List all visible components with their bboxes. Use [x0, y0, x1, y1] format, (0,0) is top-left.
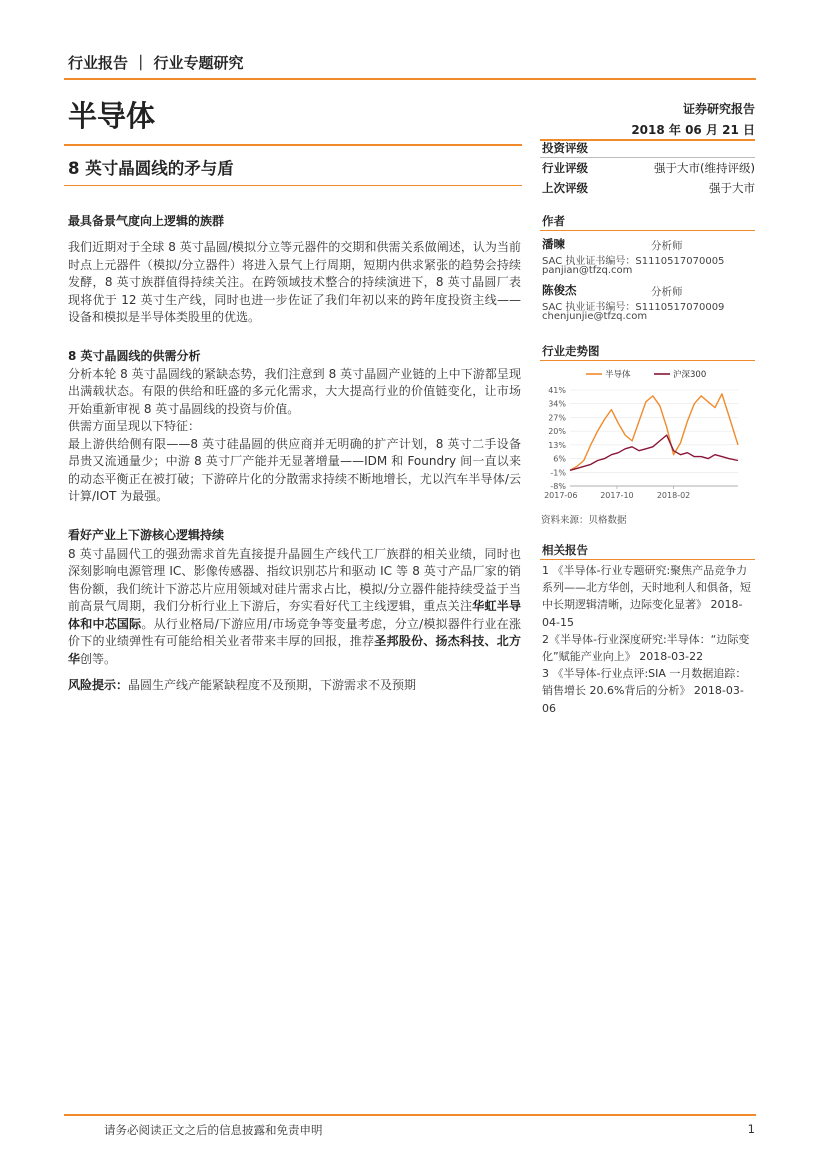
section-heading: 看好产业上下游核心逻辑持续 [68, 527, 225, 542]
risk-text: 晶圆生产线产能紧缺程度不及预期，下游需求不及预期 [128, 678, 417, 692]
section-paragraph: 供需方面呈现以下特征： [68, 419, 201, 433]
author-role: 分析师 [651, 240, 683, 252]
section-paragraph [68, 546, 521, 669]
report-date: 2018 年 06 月 21 日 [631, 123, 755, 137]
main-content [68, 212, 521, 695]
chart-ytick-label: -8% [550, 482, 566, 491]
rating-title: 投资评级 [542, 141, 588, 155]
report-category: 行业报告 ｜ 行业专题研究 [68, 54, 244, 72]
risk-label: 风险提示： [68, 678, 129, 692]
section-paragraph: 分析本轮 8 英寸晶圆线的紧缺态势，我们注意到 8 英寸晶圆产业链的上中下游都呈现出满载状态。有限的供给和旺盛的多元化需求，大大提高行业的价值链变化，让市场开始重新审视 8 英寸晶圆线的投资与价值。 [68, 366, 521, 416]
chart-ytick-label: 13% [548, 440, 566, 450]
section-heading: 最具备景气度向上逻辑的族群 [68, 214, 225, 228]
chart-legend-label: 沪深300 [673, 370, 707, 380]
chart-legend-label: 半导体 [605, 370, 631, 380]
authors-rule [540, 230, 755, 231]
para-text: 8 英寸晶圆代工的强劲需求首先直接提升晶圆生产线代工厂族群的相关业绩，同时也深刻影响电源管理 IC、影像传感器、指纹识别芯片和驱动 IC 等 8 英寸产品厂家的销售份额，我们统计下游芯片应用领域对硅片需求占比，模拟/分立器件能持续受益于当前高景气周期，我们分析行业上下游后，夯实看好代工主线逻辑，重点关注 [68, 546, 521, 613]
prev-rating-value: 强于大市 [709, 181, 755, 195]
title-top-rule [64, 144, 522, 146]
chart-xtick-label: 2018-02 [656, 491, 691, 500]
chart-xtick-label: 2017-10 [600, 491, 634, 500]
title-bottom-rule [64, 185, 522, 186]
para-text: 创等。 [80, 651, 117, 666]
author-cert: SAC 执业证书编号：S1110517070005 [542, 256, 725, 267]
author-email[interactable]: chenjunjie@tfzq.com [542, 311, 648, 322]
rating-rule [540, 157, 755, 158]
chart-xtick-label: 2017-06 [544, 491, 578, 500]
related-list [542, 562, 755, 717]
chart-source: 资料来源：贝格数据 [541, 515, 627, 526]
chart-ytick-label: 6% [553, 454, 566, 464]
report-title: 8 英寸晶圆线的矛与盾 [68, 159, 234, 178]
author-name: 陈俊杰 [542, 283, 577, 297]
industry-title: 半导体 [68, 99, 156, 133]
header-divider [64, 78, 756, 80]
para-bold: 华虹半导体和中芯国际 [68, 599, 521, 631]
chart-ytick-label: 34% [548, 399, 566, 409]
chart-ytick-label: 20% [548, 427, 566, 437]
authors-title: 作者 [542, 214, 565, 228]
related-report-link[interactable]: 1 《半导体-行业专题研究:聚焦产品竞争力系列——北方华创，天时地利人和俱备，短中长期逻辑清晰，边际变化显著》 2018-04-15 [542, 564, 751, 629]
report-type: 证券研究报告 [682, 102, 755, 116]
prev-rating-label: 上次评级 [542, 181, 588, 195]
chart-ytick-label: 41% [548, 386, 566, 395]
author-role: 分析师 [651, 286, 683, 298]
industry-rating-label: 行业评级 [542, 161, 588, 175]
page-number: 1 [747, 1122, 755, 1136]
section-paragraph: 我们近期对于全球 8 英寸晶圆/模拟分立等元器件的交期和供需关系做阐述，认为当前时点上元器件（模拟/分立器件）将进入景气上行周期，短期内供求紧张的趋势会持续发酵，8 英寸族群值得持续关注。在跨领域技术整合的持续演进下，8 英寸晶圆厂表现将优于 12 英寸生产线，同时也进一步佐证了我们年初以来的跨年度投资主线——设备和模拟是半导体类股里的优选。 [68, 240, 521, 324]
related-rule [540, 559, 755, 560]
industry-trend-chart [538, 364, 756, 504]
section-heading: 8 英寸晶圆线的供需分析 [68, 348, 201, 363]
related-report-link[interactable]: 3 《半导体-行业点评:SIA 一月数据追踪：销售增长 20.6%背后的分析》 2018-03-06 [542, 667, 747, 715]
para-text: 。从行业格局/下游应用/市场竞争等变量考虑，分立/模拟器件行业在涨价下的业绩弹性有可能给相关业者带来丰厚的回报，推荐 [68, 616, 521, 648]
footer-divider [64, 1114, 756, 1116]
industry-rating-value: 强于大市(维持评级) [654, 161, 755, 175]
chart-rule [540, 360, 755, 361]
related-report-link[interactable]: 2《半导体-行业深度研究:半导体：“边际变化”赋能产业向上》 2018-03-22 [542, 632, 750, 664]
section-paragraph: 最上游供给侧有限——8 英寸硅晶圆的供应商并无明确的扩产计划，8 英寸二手设备昂贵又流通量少；中游 8 英寸厂产能并无显著增量——IDM 和 Foundry 间一直以来的动态平衡正在被打破；下游碎片化的分散需求持续不断地增长，尤以汽车半导体/云计算/IOT 为最强。 [68, 436, 521, 503]
related-title: 相关报告 [542, 543, 588, 557]
chart-ytick-label: -1% [550, 468, 566, 478]
chart-series-line [570, 435, 738, 470]
chart-ytick-label: 27% [548, 413, 566, 423]
author-cert: SAC 执业证书编号：S1110517070009 [542, 302, 725, 313]
para-bold: 圣邦股份、扬杰科技、北方华 [68, 634, 521, 666]
risk-warning [68, 677, 521, 695]
author-name: 潘暕 [542, 237, 565, 251]
chart-title: 行业走势图 [542, 344, 600, 358]
author-email[interactable]: panjian@tfzq.com [542, 265, 633, 276]
disclaimer: 请务必阅读正文之后的信息披露和免责申明 [104, 1123, 323, 1137]
